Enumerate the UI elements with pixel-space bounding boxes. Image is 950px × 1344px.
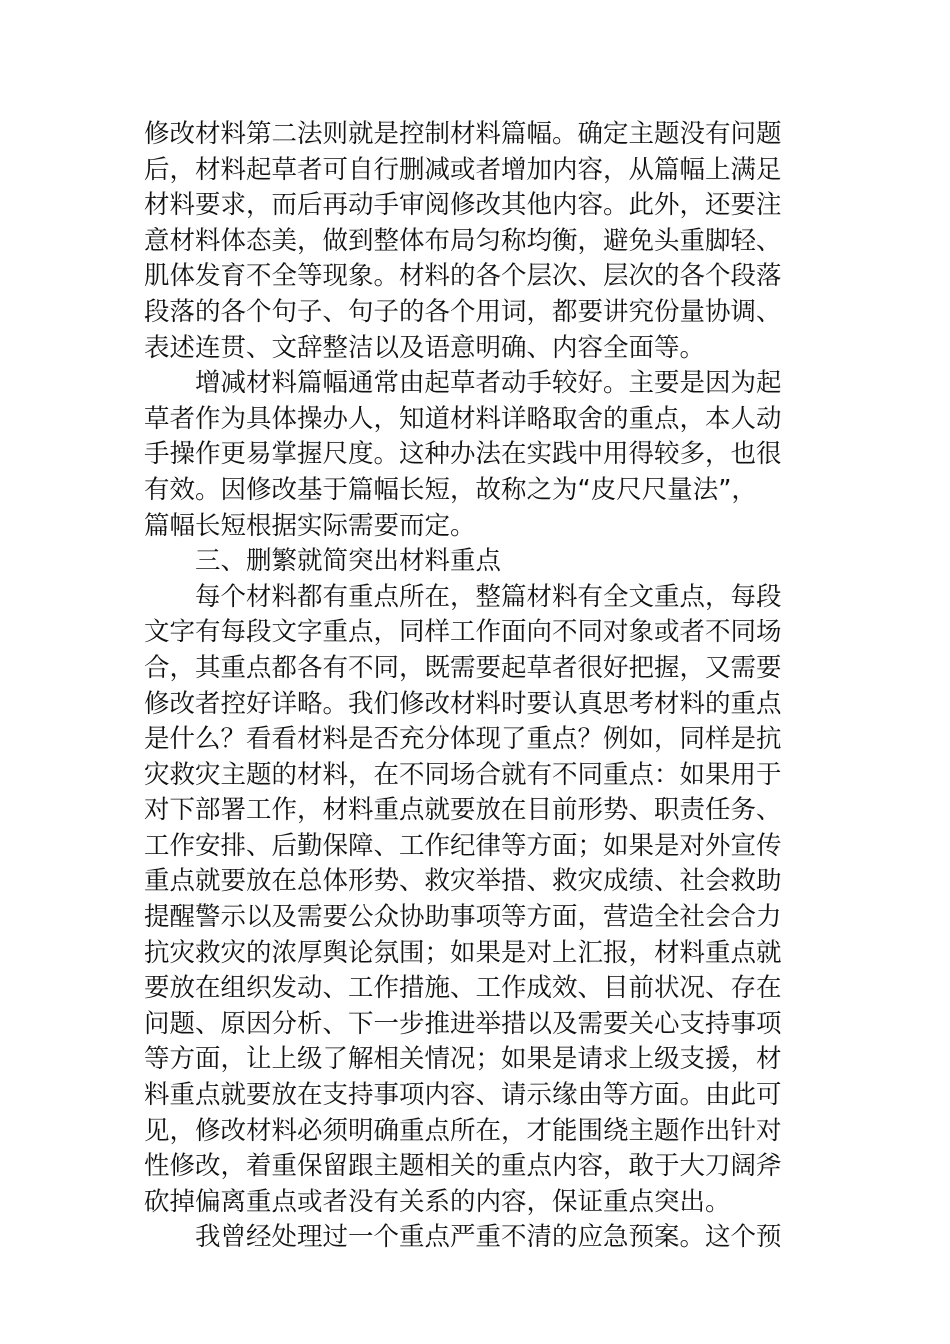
paragraph-3-line-3: 合，其重点都各有不同，既需要起草者很好把握，又需要 [144, 652, 782, 683]
paragraph-3-line-10: 提醒警示以及需要公众协助事项等方面，营造全社会合力 [144, 902, 782, 933]
paragraph-4-line-1: 我曾经处理过一个重点严重不清的应急预案。这个预 [195, 1222, 782, 1253]
paragraph-3-line-17: 性修改，着重保留跟主题相关的重点内容，敢于大刀阔斧 [144, 1151, 782, 1182]
paragraph-3-line-9: 重点就要放在总体形势、救灾举措、救灾成绩、社会救助 [144, 866, 782, 897]
section-heading: 三、删繁就简突出材料重点 [195, 546, 502, 577]
paragraph-3-line-12: 要放在组织发动、工作措施、工作成效、目前状况、存在 [144, 973, 782, 1004]
paragraph-1-line-1: 修改材料第二法则就是控制材料篇幅。确定主题没有问题 [144, 119, 782, 149]
paragraph-3-line-18: 砍掉偏离重点或者没有关系的内容，保证重点突出。 [144, 1186, 731, 1217]
paragraph-3-line-14: 等方面，让上级了解相关情况；如果是请求上级支援，材 [144, 1044, 782, 1075]
paragraph-3-line-8: 工作安排、后勤保障、工作纪律等方面；如果是对外宣传 [144, 830, 782, 861]
paragraph-2-line-2: 草者作为具体操办人，知道材料详略取舍的重点，本人动 [144, 403, 782, 434]
paragraph-3-line-16: 见，修改材料必须明确重点所在，才能围绕主题作出针对 [144, 1115, 782, 1146]
paragraph-2-line-5: 篇幅长短根据实际需要而定。 [144, 510, 476, 541]
paragraph-3-line-2: 文字有每段文字重点，同样工作面向不同对象或者不同场 [144, 617, 782, 648]
document-body [144, 117, 808, 1256]
paragraph-3-line-6: 灾救灾主题的材料，在不同场合就有不同重点：如果用于 [144, 759, 782, 790]
paragraph-2-line-4: 有效。因修改基于篇幅长短，故称之为“皮尺尺量法”， [144, 474, 757, 505]
paragraph-3-line-5: 是什么？看看材料是否充分体现了重点？例如，同样是抗 [144, 724, 782, 755]
paragraph-3-line-15: 料重点就要放在支持事项内容、请示缘由等方面。由此可 [144, 1080, 782, 1111]
paragraph-1-line-6: 段落的各个句子、句子的各个用词，都要讲究份量协调、 [144, 296, 782, 327]
paragraph-3-line-11: 抗灾救灾的浓厚舆论氛围；如果是对上汇报，材料重点就 [144, 937, 782, 968]
paragraph-1-line-7: 表述连贯、文辞整洁以及语意明确、内容全面等。 [144, 332, 706, 363]
paragraph-3-line-13: 问题、原因分析、下一步推进举措以及需要关心支持事项 [144, 1008, 782, 1039]
paragraph-3-line-1: 每个材料都有重点所在，整篇材料有全文重点，每段 [195, 581, 782, 612]
paragraph-3-line-4: 修改者控好详略。我们修改材料时要认真思考材料的重点 [144, 688, 782, 719]
paragraph-1-line-2: 后，材料起草者可自行删减或者增加内容，从篇幅上满足 [144, 154, 782, 185]
paragraph-2-line-1: 增减材料篇幅通常由起草者动手较好。主要是因为起 [195, 368, 782, 399]
paragraph-1-line-4: 意材料体态美，做到整体布局匀称均衡，避免头重脚轻、 [144, 225, 782, 256]
paragraph-1-line-3: 材料要求，而后再动手审阅修改其他内容。此外，还要注 [144, 190, 782, 221]
paragraph-3-line-7: 对下部署工作，材料重点就要放在目前形势、职责任务、 [144, 795, 782, 826]
paragraph-1-line-5: 肌体发育不全等现象。材料的各个层次、层次的各个段落 [144, 261, 782, 292]
paragraph-2-line-3: 手操作更易掌握尺度。这种办法在实践中用得较多，也很 [144, 439, 782, 470]
